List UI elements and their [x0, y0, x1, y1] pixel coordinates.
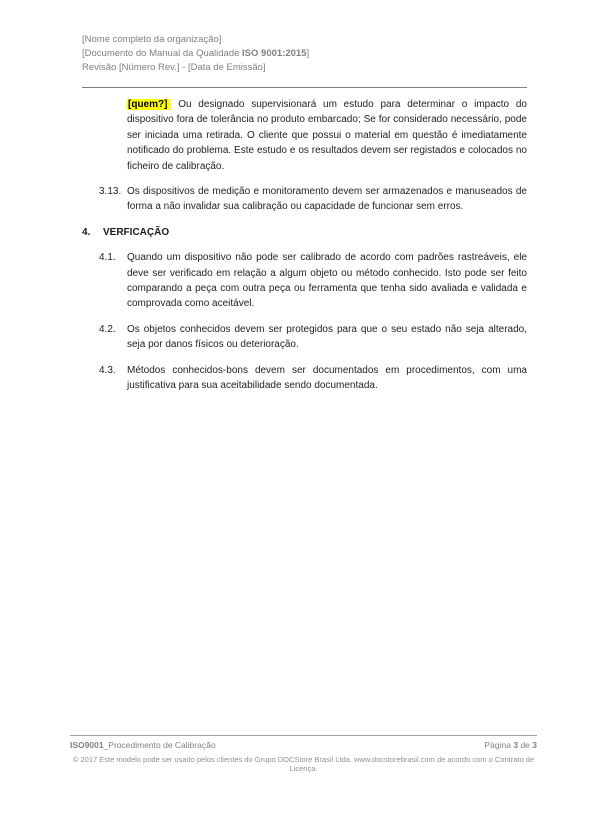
list-item-text: Os objetos conhecidos devem ser protegidos para que o seu estado não seja alterado, seja por danos físicos ou deterioração.	[127, 323, 527, 351]
footer-copyright: © 2017 Este modelo pode ser usado pelos clientes do Grupo DOCStore Brasil Ltda. www.docstorebrasil.com de acordo com o Contrato de Licença.	[72, 755, 535, 773]
page-number-current: 3	[513, 740, 519, 750]
section-heading-number: 4.	[82, 226, 91, 238]
list-item-number: 4.2.	[99, 323, 116, 335]
intro-paragraph	[127, 97, 527, 174]
list-item-number: 3.13.	[99, 186, 122, 198]
footer-row	[70, 740, 537, 750]
highlighted-placeholder-quem: [quem?]	[127, 99, 171, 110]
list-item-4-2	[99, 322, 527, 353]
footer-doc-id-bold: ISO9001	[70, 740, 104, 750]
list-item-number: 4.1.	[99, 252, 116, 264]
list-item-4-3	[99, 363, 527, 394]
page-footer	[70, 735, 537, 773]
footer-page-indicator	[485, 740, 538, 750]
list-item-4-1	[99, 250, 527, 312]
footer-doc-id-rest: _Procedimento de Calibração	[103, 740, 216, 750]
list-item-text: Métodos conhecidos-bons devem ser documentados em procedimentos, com uma justificativa para sua aceitabilidade sendo documentada.	[127, 364, 527, 392]
header-divider	[82, 87, 527, 88]
header-revision-line: Revisão [Número Rev.] - [Data de Emissão]	[82, 62, 266, 73]
section-4-heading	[82, 225, 527, 240]
list-item-3-13	[99, 184, 527, 215]
list-item-text: Os dispositivos de medição e monitoramento devem ser armazenados e manuseados de forma a não invalidar sua calibração ou capacidade de funcionar sem erros.	[127, 186, 527, 213]
page-header	[82, 33, 527, 75]
header-doc-line	[82, 47, 527, 61]
list-item-number: 4.3.	[99, 364, 116, 376]
page-label-prefix: Página	[484, 740, 514, 750]
page-number-total: 3	[532, 740, 537, 750]
header-org-line: [Nome completo da organização]	[82, 34, 222, 45]
document-body	[82, 97, 527, 404]
footer-doc-id	[70, 740, 216, 750]
header-doc-suffix: ]	[306, 48, 310, 59]
footer-divider	[70, 735, 537, 736]
header-doc-prefix: [Documento do Manual da Qualidade	[82, 48, 243, 59]
list-item-text: Quando um dispositivo não pode ser calibrado de acordo com padrões rastreáveis, ele deve ser verificado em relação a algum objeto ou método conhecido. Isto pode ser feito comparando a peça com outra peça ou ferramenta que tenha sido avaliada e validada e comprovada como aceitável.	[127, 252, 527, 310]
intro-paragraph-text: Ou designado supervisionará um estudo para determinar o impacto do dispositivo fora de tolerância no produto embarcado; Se for considerado necessário, pode ser iniciada uma retirada. O cliente que possui o material em questão é imediatamente notificado do problema. Este estudo e os resultados devem ser registados e colocados no ficheiro de calibração.	[127, 99, 527, 172]
section-heading-title: VERFICAÇÃO	[103, 226, 170, 238]
page-label-middle: de	[518, 740, 533, 750]
header-doc-standard: ISO 9001:2015	[242, 48, 307, 59]
